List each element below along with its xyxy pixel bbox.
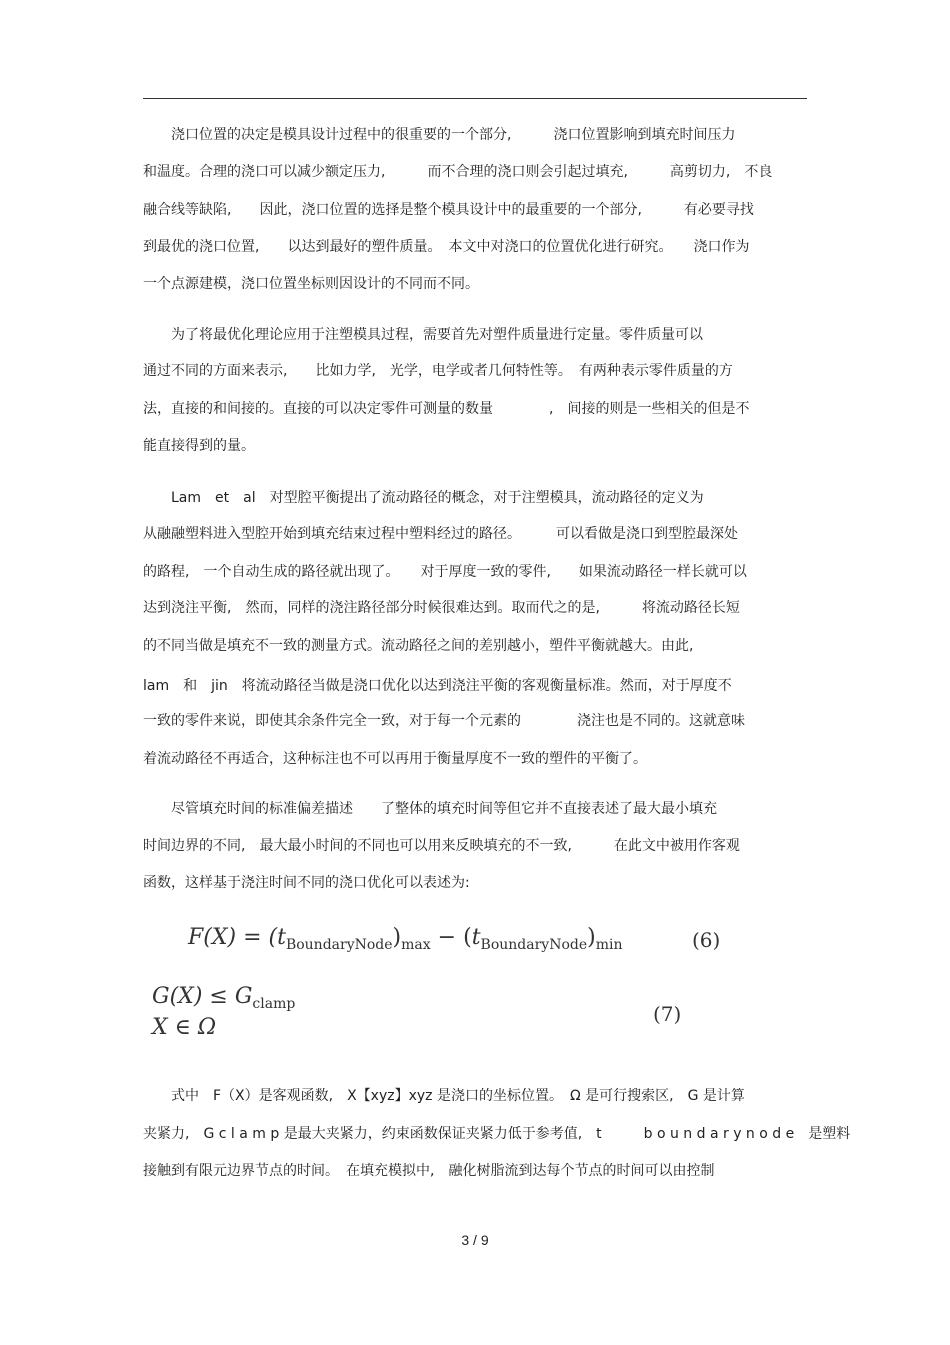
- paragraph-4-line-1: 尽管填充时间的标准偏差描述 了整体的填充时间等但它并不直接表述了最大最小填充: [143, 801, 717, 817]
- eq6-t1: t: [277, 925, 286, 950]
- paragraph-3-line-7: 一致的零件来说，即使其余条件完全一致，对于每一个元素的 浇注也是不同的。这就意味: [143, 713, 745, 729]
- paragraph-3-line-2: 从融融塑料进入型腔开始到填充结束过程中塑料经过的路径。 可以看做是浇口到型腔最深处: [143, 526, 738, 542]
- eq6-min: min: [595, 937, 623, 953]
- eq6-sub2: BoundaryNode: [480, 937, 588, 953]
- paragraph-5-line-2: 夹紧力, G c l a m p 是最大夹紧力，约束函数保证夹紧力低于参考值, t b o u n d a r y n o d e 是塑料: [143, 1126, 851, 1142]
- paragraph-3-line-4: 达到浇注平衡, 然而，同样的浇注路径部分时候很难达到。取而代之的是, 将流动路径长短: [143, 600, 740, 616]
- eq6-sub1: BoundaryNode: [285, 937, 393, 953]
- paragraph-4-line-3: 函数，这样基于浇注时间不同的浇口优化可以表述为:: [143, 875, 470, 891]
- paragraph-5-line-1: 式中 F（X）是客观函数, X【xyz】xyz 是浇口的坐标位置。 Ω 是可行搜索区, G 是计算: [143, 1088, 745, 1104]
- paragraph-3-line-1: Lam et al 对型腔平衡提出了流动路径的概念，对于注塑模具，流动路径的定义为: [143, 490, 704, 506]
- paragraph-3-line-5: 的不同当做是填充不一致的测量方式。流动路径之间的差别越小，塑件平衡就越大。由此,: [143, 638, 694, 654]
- header-rule: [143, 98, 807, 99]
- equation-7-line-1: [152, 984, 296, 1012]
- paragraph-1-line-3: 融合线等缺陷, 因此，浇口位置的选择是整个模具设计中的最重要的一个部分, 有必要寻找: [143, 202, 754, 218]
- eq7-lhs: G(X) ≤ G: [152, 984, 253, 1009]
- page-number: 3 / 9: [461, 1232, 489, 1248]
- paragraph-3-line-8: 着流动路径不再适合，这种标注也不可以再用于衡量厚度不一致的塑件的平衡了。: [143, 751, 647, 767]
- paragraph-3-line-3: 的路程, 一个自动生成的路径就出现了。 对于厚度一致的零件, 如果流动路径一样长就可以: [143, 564, 747, 580]
- paragraph-1-line-1: 浇口位置的决定是模具设计过程中的很重要的一个部分, 浇口位置影响到填充时间压力: [143, 127, 736, 143]
- paragraph-1-line-2: 和温度。合理的浇口可以减少额定压力, 而不合理的浇口则会引起过填充, 高剪切力, 不良: [143, 164, 773, 180]
- paragraph-1-line-5: 一个点源建模，浇口位置坐标则因设计的不同而不同。: [143, 276, 479, 292]
- paragraph-3-line-6: lam 和 jin 将流动路径当做是浇口优化以达到浇注平衡的客观衡量标准。然而，对于厚度不: [143, 678, 732, 694]
- eq6-close1: ): [392, 925, 402, 950]
- paragraph-2-line-4: 能直接得到的量。: [143, 438, 255, 454]
- eq6-t2: t: [471, 925, 481, 950]
- paragraph-2-line-1: 为了将最优化理论应用于注塑模具过程，需要首先对塑件质量进行定量。零件质量可以: [143, 327, 703, 343]
- equation-7-number: (7): [653, 1002, 682, 1026]
- equation-7-line-2: [152, 1015, 216, 1040]
- paragraph-2-line-3: 法，直接的和间接的。直接的可以决定零件可测量的数量 , 间接的则是一些相关的但是不: [143, 401, 750, 417]
- paragraph-1-line-4: 到最优的浇口位置, 以达到最好的塑件质量。 本文中对浇口的位置优化进行研究。 浇口作为: [143, 239, 750, 255]
- eq6-max: max: [401, 937, 431, 953]
- paragraph-4-line-2: 时间边界的不同, 最大最小时间的不同也可以用来反映填充的不一致, 在此文中被用作客观: [143, 838, 740, 854]
- paragraph-5-line-3: 接触到有限元边界节点的时间。 在填充模拟中, 融化树脂流到达每个节点的时间可以由控制: [143, 1163, 715, 1179]
- eq6-minus: − (: [430, 925, 472, 950]
- eq7-line2: X ∈ Ω: [152, 1015, 217, 1040]
- eq6-lhs: F(X) = (: [188, 925, 278, 950]
- paragraph-2-line-2: 通过不同的方面来表示, 比如力学, 光学，电学或者几何特性等。 有两种表示零件质量的方: [143, 363, 733, 379]
- eq7-sub: clamp: [252, 996, 296, 1012]
- equation-6-number: (6): [692, 928, 721, 952]
- equation-6: [188, 925, 623, 953]
- eq6-close2: ): [587, 925, 596, 950]
